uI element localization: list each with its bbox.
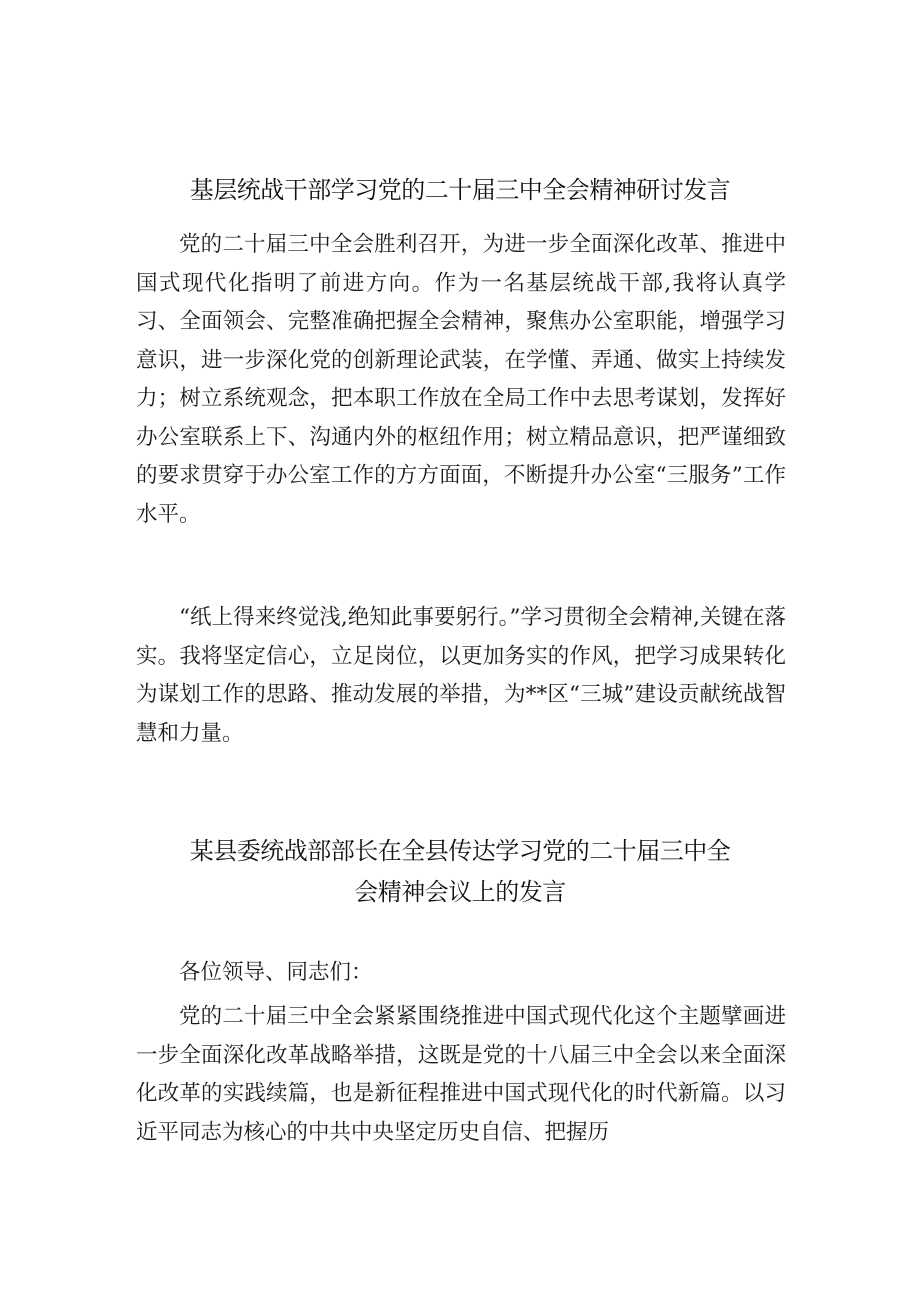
article-2-title-line-1: 某县委统战部部长在全县传达学习党的二十届三中全 [189,837,731,865]
salutation: 各位领导、同志们： [179,960,373,985]
article-1-title: 基层统战干部学习党的二十届三中全会精神研讨发言 [189,176,731,204]
article-2-title-line-2: 会精神会议上的发言 [354,878,566,906]
article-1-paragraph-2: “纸上得来终觉浅,绝知此事要躬行。”学习贯彻全会精神,关键在落实。我将坚定信心，立足岗位，以更加务实的作风，把学习成果转化为谋划工作的思路、推动发展的举措，为**区“三城”建设贡献统战智慧和力量。 [136,605,786,746]
article-2-paragraph-1: 党的二十届三中全会紧紧围绕推进中国式现代化这个主题擘画进一步全面深化改革战略举措，这既是党的十八届三中全会以来全面深化改革的实践续篇，也是新征程推进中国式现代化的时代新篇。以习近平同志为核心的中共中央坚定历史自信、把握历 [136,1004,786,1145]
article-1-paragraph-1: 党的二十届三中全会胜利召开，为进一步全面深化改革、推进中国式现代化指明了前进方向。作为一名基层统战干部,我将认真学习、全面领会、完整准确把握全会精神，聚焦办公室职能，增强学习意识，进一步深化党的创新理论武装，在学懂、弄通、做实上持续发力；树立系统观念，把本职工作放在全局工作中去思考谋划，发挥好办公室联系上下、沟通内外的枢纽作用；树立精品意识，把严谨细致的要求贯穿于办公室工作的方方面面，不断提升办公室“三服务”工作水平。 [136,232,786,527]
